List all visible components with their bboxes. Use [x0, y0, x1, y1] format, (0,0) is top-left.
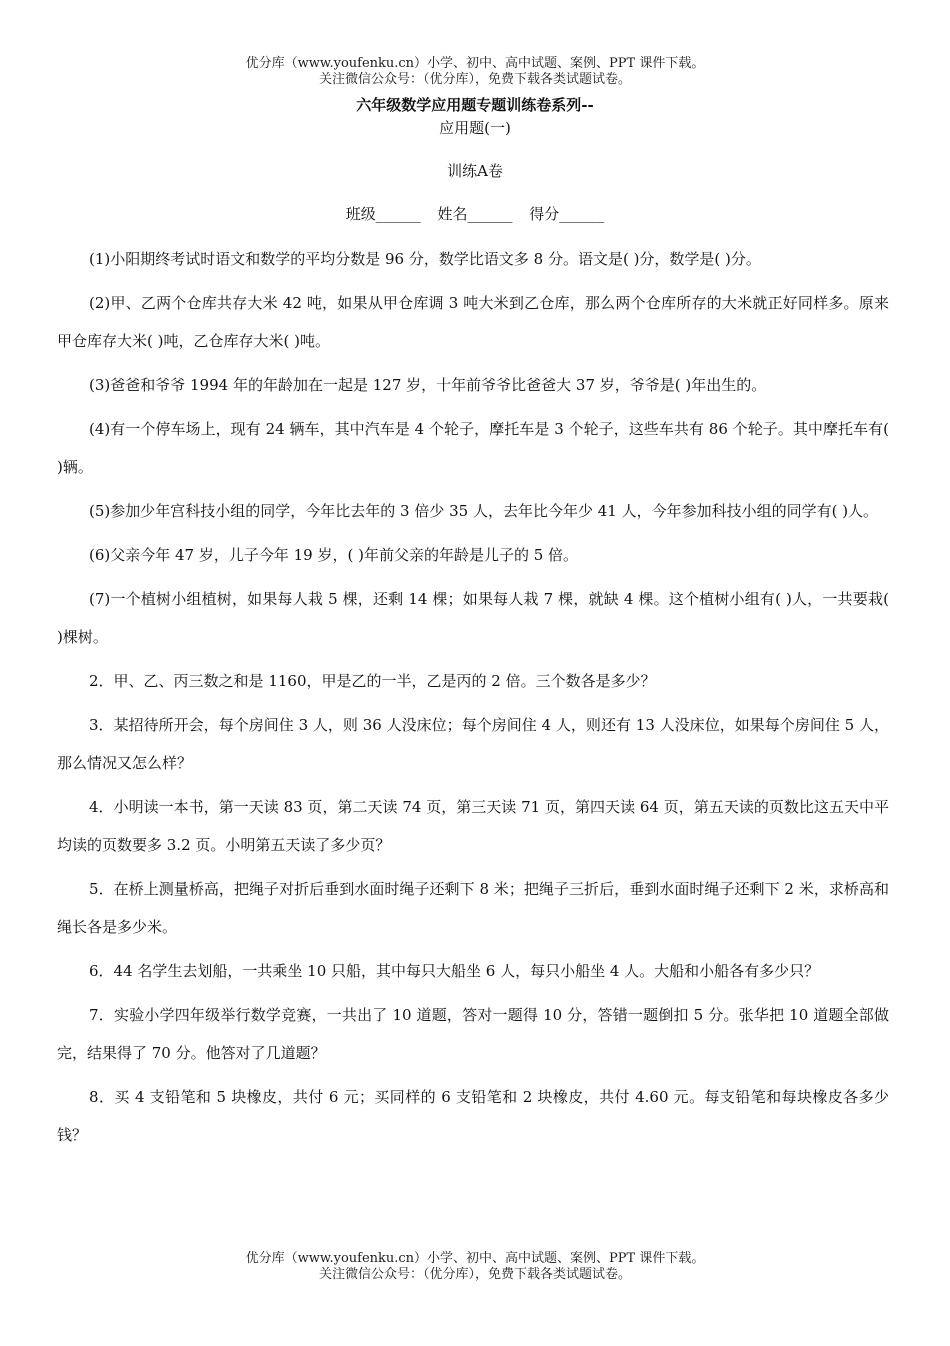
- question-list: [57, 240, 889, 1160]
- question-item: (2)甲、乙两个仓库共存大米 42 吨，如果从甲仓库调 3 吨大米到乙仓库，那么两个仓库所存的大米就正好同样多。原来甲仓库存大米( )吨，乙仓库存大米( )吨。: [57, 294, 889, 350]
- footer-line-1: 优分库（www.youfenku.cn）小学、初中、高中试题、案例、PPT 课件下载。: [245, 1251, 705, 1266]
- question-item: 7．实验小学四年级举行数学竞赛，一共出了 10 道题，答对一题得 10 分，答错一题倒扣 5 分。张华把 10 道题全部做完，结果得了 70 分。他答对了几道题？: [57, 1006, 889, 1062]
- header-line-2: 关注微信公众号：（优分库），免费下载各类试题试卷。: [318, 72, 631, 87]
- question-item: 8．买 4 支铅笔和 5 块橡皮，共付 6 元；买同样的 6 支铅笔和 2 块橡皮，共付 4.60 元。每支铅笔和每块橡皮各多少钱？: [57, 1088, 889, 1144]
- document-subtitle: 应用题(一): [439, 119, 511, 137]
- footer-line-2: 关注微信公众号：（优分库），免费下载各类试题试卷。: [318, 1267, 631, 1282]
- class-field: 班级______: [345, 205, 421, 223]
- question-item: (1)小阳期终考试时语文和数学的平均分数是 96 分，数学比语文多 8 分。语文是( )分，数学是( )分。: [89, 250, 761, 268]
- score-field: 得分______: [529, 205, 605, 223]
- student-info-line: [0, 203, 950, 224]
- question-item: (4)有一个停车场上，现有 24 辆车，其中汽车是 4 个轮子，摩托车是 3 个轮子，这些车共有 86 个轮子。其中摩托车有( )辆。: [57, 420, 889, 476]
- question-item: 3．某招待所开会，每个房间住 3 人，则 36 人没床位；每个房间住 4 人，则还有 13 人没床位，如果每个房间住 5 人，那么情况又怎么样？: [57, 716, 889, 772]
- page-footer: [0, 1251, 950, 1283]
- header-line-1: 优分库（www.youfenku.cn）小学、初中、高中试题、案例、PPT 课件下载。: [245, 56, 705, 71]
- question-item: (5)参加少年宫科技小组的同学，今年比去年的 3 倍少 35 人，去年比今年少 41 人，今年参加科技小组的同学有( )人。: [89, 502, 879, 520]
- paper-label: 训练A卷: [447, 162, 503, 180]
- name-field: 姓名______: [437, 205, 513, 223]
- question-item: 6．44 名学生去划船，一共乘坐 10 只船，其中每只大船坐 6 人，每只小船坐 4 人。大船和小船各有多少只？: [89, 962, 820, 980]
- question-item: (7)一个植树小组植树，如果每人栽 5 棵，还剩 14 棵；如果每人栽 7 棵，就缺 4 棵。这个植树小组有( )人，一共要栽( )棵树。: [57, 590, 889, 646]
- document-title: 六年级数学应用题专题训练卷系列--: [356, 96, 594, 114]
- question-item: (3)爸爸和爷爷 1994 年的年龄加在一起是 127 岁，十年前爷爷比爸爸大 37 岁，爷爷是( )年出生的。: [89, 376, 767, 394]
- page-header: [0, 56, 950, 88]
- question-item: (6)父亲今年 47 岁，儿子今年 19 岁，( )年前父亲的年龄是儿子的 5 倍。: [89, 546, 579, 564]
- question-item: 2．甲、乙、丙三数之和是 1160，甲是乙的一半，乙是丙的 2 倍。三个数各是多少？: [89, 672, 656, 690]
- question-item: 4．小明读一本书，第一天读 83 页，第二天读 74 页，第三天读 71 页，第四天读 64 页，第五天读的页数比这五天中平均读的页数要多 3.2 页。小明第五天读了多少页？: [57, 798, 889, 854]
- question-item: 5．在桥上测量桥高，把绳子对折后垂到水面时绳子还剩下 8 米；把绳子三折后，垂到水面时绳子还剩下 2 米，求桥高和绳长各是多少米。: [57, 880, 889, 936]
